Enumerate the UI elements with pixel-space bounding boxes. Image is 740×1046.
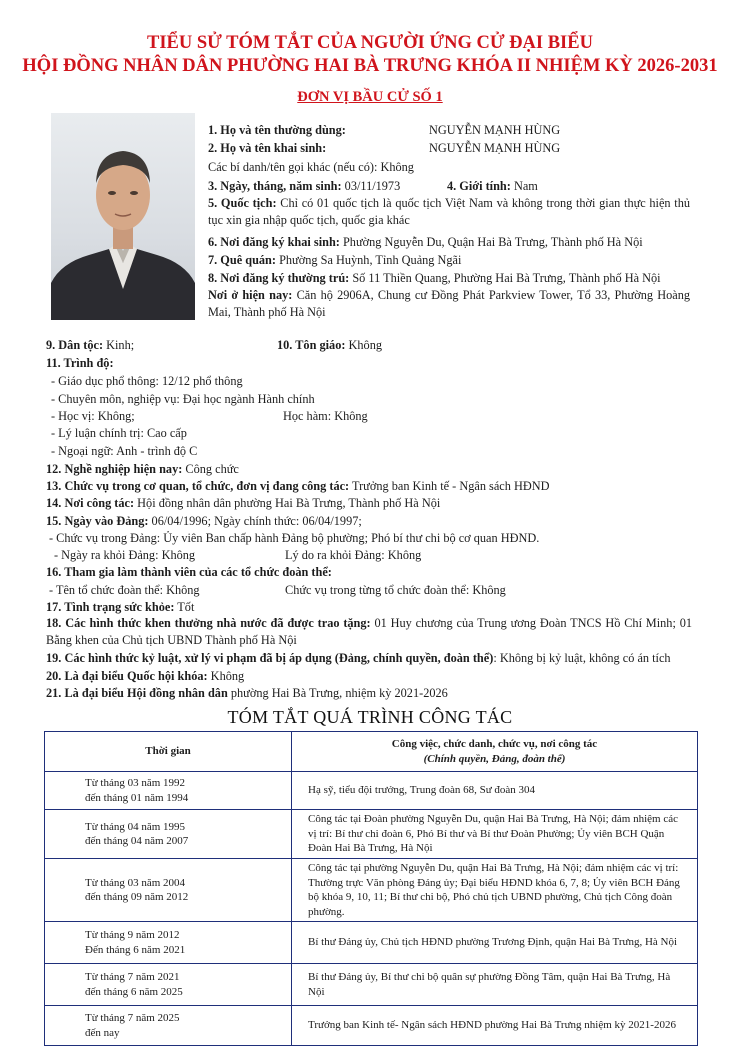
- education-professional: - Chuyên môn, nghiệp vụ: Đại học ngành Hành chính: [51, 392, 315, 406]
- table-row: [45, 922, 698, 964]
- field-ethnicity: 9. Dân tộc: Kinh;: [46, 338, 135, 352]
- field-national-assembly: 20. Là đại biểu Quốc hội khóa: Không: [46, 669, 245, 683]
- field-hometown: 7. Quê quán: Phường Sa Huỳnh, Tỉnh Quảng Ngãi: [208, 253, 462, 267]
- field-aliases: Các bí danh/tên gọi khác (nếu có): Không: [208, 160, 414, 174]
- row-time: Từ tháng 03 năm 2004 đến tháng 09 năm 2012: [45, 859, 292, 922]
- work-history-heading: TÓM TẮT QUÁ TRÌNH CÔNG TÁC: [227, 707, 513, 727]
- field-birth-registration: 6. Nơi đăng ký khai sinh: Phường Nguyễn Du, Quận Hai Bà Trưng, Thành phố Hà Nội: [208, 235, 643, 249]
- row-time: Từ tháng 7 năm 2025 đến nay: [45, 1006, 292, 1046]
- row-job: Bí thư Đảng ủy, Chủ tịch HĐND phường Trương Định, quận Hai Bà Trưng, Hà Nội: [292, 922, 698, 964]
- row-time: Từ tháng 04 năm 1995 đến tháng 04 năm 2007: [45, 810, 292, 859]
- table-header-row: [45, 732, 698, 772]
- document-title-line1: TIỂU SỬ TÓM TẮT CỦA NGƯỜI ỨNG CỬ ĐẠI BIỂU: [147, 33, 593, 53]
- party-leave-date: - Ngày ra khỏi Đảng: Không: [54, 548, 196, 562]
- field-discipline: 19. Các hình thức kỷ luật, xử lý vi phạm đã bị áp dụng (Đảng, chính quyền, đoàn thể): Không bị kỷ luật, không có án tích: [46, 651, 671, 665]
- field-gender: 4. Giới tính: Nam: [447, 179, 538, 193]
- education-academic-title: Học hàm: Không: [283, 409, 368, 423]
- field-awards: 18. Các hình thức khen thưởng nhà nước đã được trao tặng: 01 Huy chương của Trung ương Đoàn TNCS Hồ Chí Minh; 01 Bằng khen của Chủ tịch UBND Thành phố Hà Nội: [46, 616, 692, 647]
- education-foreign-language: - Ngoại ngữ: Anh - trình độ C: [51, 444, 198, 458]
- education-general: - Giáo dục phổ thông: 12/12 phổ thông: [51, 374, 243, 388]
- row-time: Từ tháng 9 năm 2012 Đến tháng 6 năm 2021: [45, 922, 292, 964]
- work-history-table: [44, 731, 698, 1046]
- table-row: [45, 964, 698, 1006]
- field-current-position: 13. Chức vụ trong cơ quan, tổ chức, đơn vị đang công tác: Trưởng ban Kinh tế - Ngân sách HĐND: [46, 479, 550, 493]
- field-birth-name-value: NGUYỄN MẠNH HÙNG: [429, 141, 561, 155]
- field-workplace: 14. Nơi công tác: Hội đồng nhân dân phường Hai Bà Trưng, Thành phố Hà Nội: [46, 496, 441, 510]
- column-header-time: Thời gian: [45, 732, 292, 772]
- organization-name: - Tên tổ chức đoàn thể: Không: [49, 583, 200, 597]
- column-header-job: [292, 732, 698, 772]
- row-job: Công tác tại phường Nguyễn Du, quận Hai Bà Trưng, Hà Nội; đảm nhiệm các vị trí: Thường trực Văn phòng Đảng ủy; Đại biểu HĐND khóa 6, 7, 8; Ủy viên BCH Đảng bộ khóa 9, 10, 11; Bí thư chi bộ, Phó chủ tịch UBND phường, Chủ tịch Công đoàn phường.: [292, 859, 698, 922]
- education-political-theory: - Lý luận chính trị: Cao cấp: [51, 426, 187, 440]
- row-time: Từ tháng 03 năm 1992 đến tháng 01 năm 1994: [45, 772, 292, 810]
- row-job: Bí thư Đảng ủy, Bí thư chi bộ quân sự phường Đồng Tâm, quận Hai Bà Trưng, Hà Nội: [292, 964, 698, 1006]
- party-position: - Chức vụ trong Đảng: Ủy viên Ban chấp hành Đảng bộ phường; Phó bí thư chi bộ cơ quan HĐND.: [49, 531, 540, 545]
- row-job: Hạ sỹ, tiểu đội trưởng, Trung đoàn 68, Sư đoàn 304: [292, 772, 698, 810]
- field-birth-date: 3. Ngày, tháng, năm sinh: 03/11/1973: [208, 179, 401, 193]
- organization-role: Chức vụ trong từng tổ chức đoàn thể: Không: [285, 583, 506, 597]
- field-religion: 10. Tôn giáo: Không: [277, 338, 383, 352]
- field-common-name-value: NGUYỄN MẠNH HÙNG: [429, 123, 561, 137]
- table-row: [45, 859, 698, 922]
- field-occupation: 12. Nghề nghiệp hiện nay: Công chức: [46, 462, 239, 476]
- column-header-job-title: Công việc, chức danh, chức vụ, nơi công tác: [391, 738, 598, 750]
- field-birth-name-label: 2. Họ và tên khai sinh:: [208, 141, 327, 155]
- table-row: [45, 810, 698, 859]
- table-row: [45, 1006, 698, 1046]
- field-party-join-date: 15. Ngày vào Đảng: 06/04/1996; Ngày chính thức: 06/04/1997;: [46, 514, 362, 528]
- field-common-name-label: 1. Họ và tên thường dùng:: [208, 123, 346, 137]
- candidate-portrait-photo: [51, 113, 195, 320]
- field-nationality: 5. Quốc tịch: Chỉ có 01 quốc tịch là quốc tịch Việt Nam và không trong thời gian thực hiện thủ tục xin gia nhập quốc tịch, quốc gia khác: [208, 196, 690, 227]
- field-peoples-council: 21. Là đại biểu Hội đồng nhân dân phường Hai Bà Trưng, nhiệm kỳ 2021-2026: [46, 686, 448, 700]
- field-permanent-residence: 8. Nơi đăng ký thường trú: Số 11 Thiền Quang, Phường Hai Bà Trưng, Thành phố Hà Nội: [208, 271, 661, 285]
- row-job: Trưởng ban Kinh tế- Ngân sách HĐND phường Hai Bà Trưng nhiệm kỳ 2021-2026: [292, 1006, 698, 1046]
- party-leave-reason: Lý do ra khỏi Đảng: Không: [285, 548, 422, 562]
- row-job: Công tác tại Đoàn phường Nguyễn Du, quận Hai Bà Trưng, Hà Nội; đảm nhiệm các vị trí: Bí thư chi đoàn 6, Phó Bí thư và Bí thư Đoàn Phường; Ủy viên BCH Quận Đoàn Hai Bà Trưng, Hà Nội: [292, 810, 698, 859]
- document-title-line2: HỘI ĐỒNG NHÂN DÂN PHƯỜNG HAI BÀ TRƯNG KHÓA II NHIỆM KỲ 2026-2031: [22, 56, 718, 76]
- row-time: Từ tháng 7 năm 2021 đến tháng 6 năm 2025: [45, 964, 292, 1006]
- field-health: 17. Tình trạng sức khỏe: Tốt: [46, 600, 195, 614]
- education-degree: - Học vị: Không;: [51, 409, 135, 423]
- field-education-label: 11. Trình độ:: [46, 356, 114, 370]
- electoral-unit-heading: ĐƠN VỊ BẦU CỬ SỐ 1: [297, 89, 443, 105]
- field-current-residence: Nơi ở hiện nay: Căn hộ 2906A, Chung cư Đồng Phát Parkview Tower, Tổ 33, Phường Hoàng Mai, Thành phố Hà Nội: [208, 288, 691, 319]
- field-organizations-label: 16. Tham gia làm thành viên của các tổ chức đoàn thể:: [46, 565, 332, 579]
- column-header-job-subtitle: (Chính quyền, Đảng, đoàn thể): [423, 752, 566, 765]
- table-row: [45, 772, 698, 810]
